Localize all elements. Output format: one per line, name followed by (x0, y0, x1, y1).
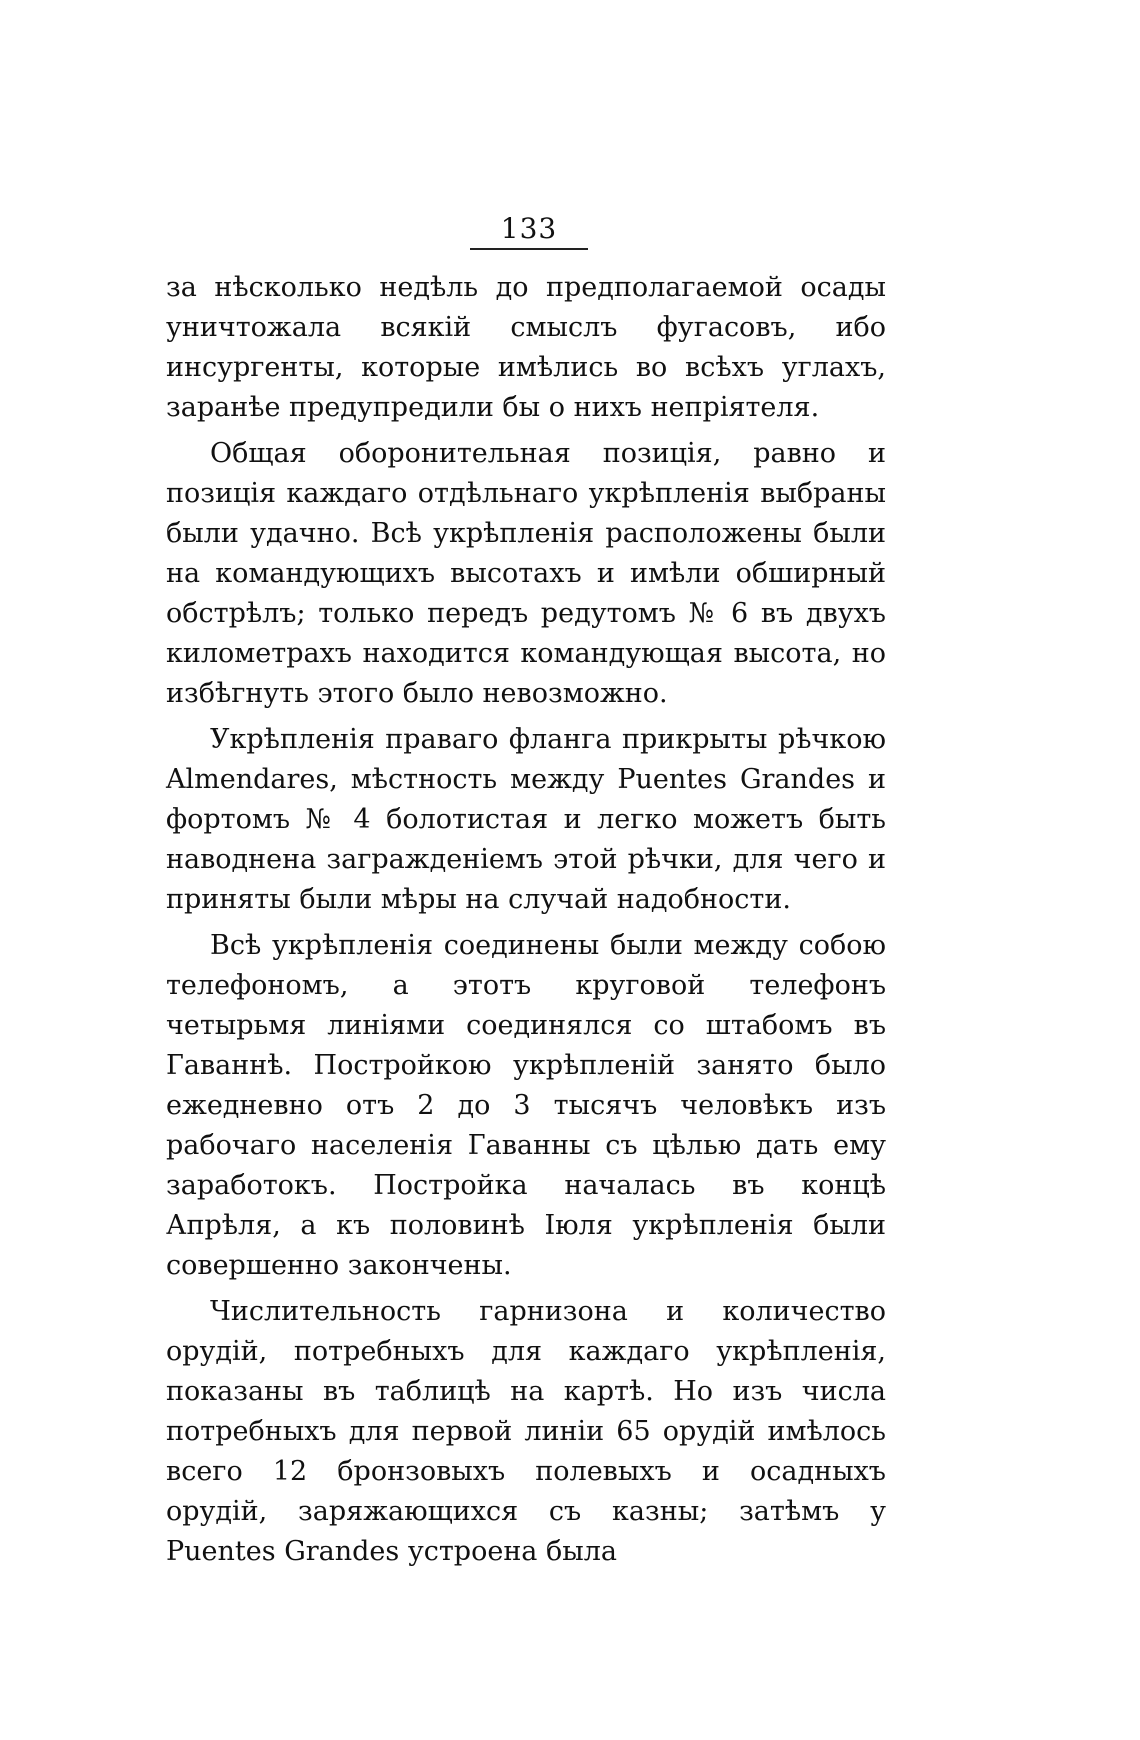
paragraph-2: Общая оборонительная позиція, равно и позиція каждаго отдѣльнаго укрѣпленія выбраны были удачно. Всѣ укрѣпленія расположены были на командующихъ высотахъ и имѣли обширный обстрѣлъ; только передъ редутомъ № 6 въ двухъ километрахъ находится командующая высота, но избѣгнуть этого было невозможно. (166, 438, 886, 709)
body-text (166, 268, 886, 1572)
page-number: 133 (500, 212, 558, 245)
page-number-rule (470, 248, 588, 250)
paragraph-4: Всѣ укрѣпленія соединены были между собою телефономъ, а этотъ круговой телефонъ четырьмя линіями соединялся со штабомъ въ Гаваннѣ. Постройкою укрѣпленій занято было ежедневно отъ 2 до 3 тысячъ человѣкъ изъ рабочаго населенія Гаванны съ цѣлью дать ему заработокъ. Постройка началась въ концѣ Апрѣля, а къ половинѣ Іюля укрѣпленія были совершенно закончены. (166, 930, 886, 1281)
paragraph-3: Укрѣпленія праваго фланга прикрыты рѣчкою Almendares, мѣстность между Puentes Grandes и фортомъ № 4 болотистая и легко можетъ быть наводнена загражденіемъ этой рѣчки, для чего и приняты были мѣры на случай надобности. (166, 724, 886, 915)
paragraph-1: за нѣсколько недѣль до предполагаемой осады уничтожала всякій смыслъ фугасовъ, ибо инсургенты, которые имѣлись во всѣхъ углахъ, заранѣе предупредили бы о нихъ непріятеля. (166, 272, 886, 423)
paragraph-5: Числительность гарнизона и количество орудій, потребныхъ для каждаго укрѣпленія, показаны въ таблицѣ на картѣ. Но изъ числа потребныхъ для первой линіи 65 орудій имѣлось всего 12 бронзовыхъ полевыхъ и осадныхъ орудій, заряжающихся съ казны; затѣмъ у Puentes Grandes устроена была (166, 1296, 886, 1567)
